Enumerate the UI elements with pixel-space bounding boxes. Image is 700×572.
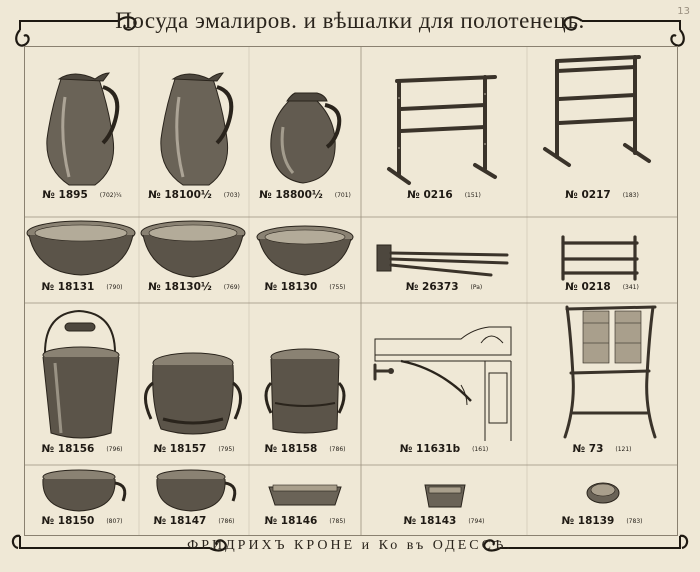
product-item[interactable] xyxy=(361,465,527,535)
item-number: № 18157 xyxy=(153,443,207,455)
pail-icon xyxy=(249,303,361,443)
item-number: № 18800½ xyxy=(259,189,323,201)
item-price-code: (151) xyxy=(464,191,481,199)
item-number: № 18130 xyxy=(264,281,318,293)
item-number: № 18130½ xyxy=(148,281,212,293)
chamber-pot-icon xyxy=(25,465,139,515)
item-price-code: (794) xyxy=(468,517,485,525)
item-price-code: (783) xyxy=(626,517,643,525)
product-item[interactable] xyxy=(527,303,677,465)
soap-dish-icon xyxy=(249,465,361,515)
product-item[interactable] xyxy=(361,217,527,303)
item-number: № 18147 xyxy=(153,515,207,527)
item-price-code: (807) xyxy=(106,517,123,525)
product-item[interactable] xyxy=(249,47,361,217)
item-number: № 0217 xyxy=(565,189,611,201)
towel-rack-icon xyxy=(527,47,677,187)
wall-towel-bar-icon xyxy=(527,217,677,283)
item-price-code: (703) xyxy=(223,191,240,199)
product-item[interactable] xyxy=(139,465,249,535)
item-price-code: (796) xyxy=(106,445,123,453)
product-item[interactable] xyxy=(527,465,677,535)
item-price-code: (795) xyxy=(218,445,235,453)
item-number: № 18139 xyxy=(561,515,615,527)
pitcher-icon xyxy=(25,47,139,187)
item-price-code: (785) xyxy=(329,517,346,525)
basin-icon xyxy=(249,217,361,283)
bucket-icon xyxy=(25,303,139,443)
product-item[interactable] xyxy=(139,217,249,303)
item-number: № 18143 xyxy=(403,515,457,527)
item-number: № 18156 xyxy=(41,443,95,455)
item-price-code: (769) xyxy=(223,283,240,291)
item-number: № 0218 xyxy=(565,281,611,293)
towel-rack-icon xyxy=(361,47,527,187)
item-number: № 1895 xyxy=(42,189,88,201)
product-item[interactable] xyxy=(361,303,527,465)
product-item[interactable] xyxy=(25,47,139,217)
pitcher-icon xyxy=(249,47,361,187)
product-item[interactable] xyxy=(249,465,361,535)
item-number: № 0216 xyxy=(407,189,453,201)
item-price-code: (Pa) xyxy=(470,283,483,291)
item-number: № 18150 xyxy=(41,515,95,527)
chamber-pot-icon xyxy=(139,465,249,515)
soap-dish-icon xyxy=(361,465,527,515)
item-number: № 18131 xyxy=(41,281,95,293)
item-price-code: (786) xyxy=(329,445,346,453)
item-price-code: (183) xyxy=(622,191,639,199)
basin-icon xyxy=(25,217,139,283)
product-item[interactable] xyxy=(527,217,677,303)
item-number: № 73 xyxy=(572,443,604,455)
pitcher-icon xyxy=(139,47,249,187)
item-price-code: (755) xyxy=(329,283,346,291)
product-grid xyxy=(24,46,678,536)
soap-tray-icon xyxy=(527,465,677,515)
page-footer: ФРИДРИХЪ КРОНЕ и Ко въ ОДЕССѢ. xyxy=(187,538,513,553)
item-price-code: (121) xyxy=(615,445,632,453)
towel-stand-icon xyxy=(527,303,677,443)
product-item[interactable] xyxy=(361,47,527,217)
item-number: № 26373 xyxy=(405,281,459,293)
product-item[interactable] xyxy=(527,47,677,217)
item-number: № 11631b xyxy=(399,443,461,455)
basin-icon xyxy=(139,217,249,283)
item-price-code: (702)¼ xyxy=(99,191,122,199)
washstand-bar-icon xyxy=(361,303,527,443)
item-price-code: (786) xyxy=(218,517,235,525)
product-item[interactable] xyxy=(25,465,139,535)
page-title: Посуда эмалиров. и вѣшалки для полотенецъ. xyxy=(115,8,585,33)
product-item[interactable] xyxy=(249,303,361,465)
product-item[interactable] xyxy=(25,217,139,303)
item-price-code: (790) xyxy=(106,283,123,291)
item-number: № 18100½ xyxy=(148,189,212,201)
item-number: № 18146 xyxy=(264,515,318,527)
swing-towel-bar-icon xyxy=(361,217,527,283)
product-item[interactable] xyxy=(25,303,139,465)
product-item[interactable] xyxy=(139,303,249,465)
pail-icon xyxy=(139,303,249,443)
page-number: 13 xyxy=(677,6,690,17)
product-item[interactable] xyxy=(139,47,249,217)
product-item[interactable] xyxy=(249,217,361,303)
item-price-code: (161) xyxy=(472,445,489,453)
item-price-code: (701) xyxy=(334,191,351,199)
item-number: № 18158 xyxy=(264,443,318,455)
item-price-code: (341) xyxy=(622,283,639,291)
